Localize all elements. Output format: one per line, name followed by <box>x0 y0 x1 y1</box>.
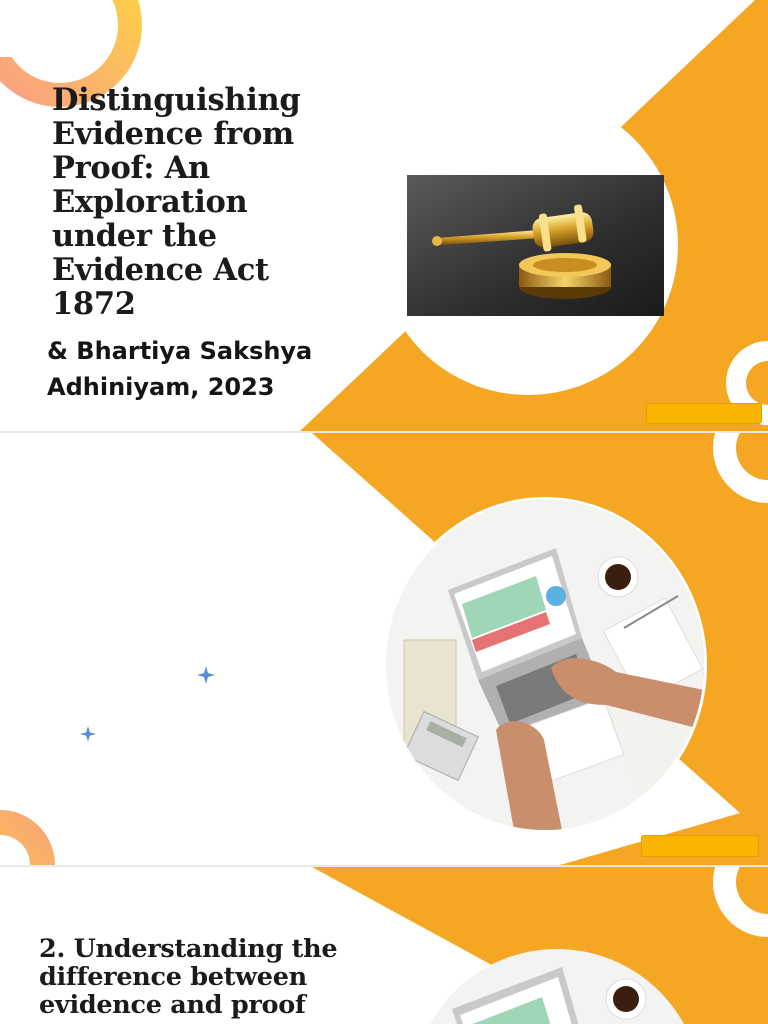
slide-subtitle: & Bhartiya Sakshya Adhiniyam, 2023 <box>47 337 313 401</box>
sparkle-icon <box>197 666 215 684</box>
slide-3 <box>0 867 768 1024</box>
slide-button[interactable] <box>641 835 759 857</box>
gavel-image <box>407 175 664 316</box>
slide-title: 2. Understanding the difference between evidence and proof <box>39 934 338 1020</box>
slide-2 <box>0 433 768 865</box>
workspace-laptop-image <box>386 500 704 830</box>
slide-1 <box>0 0 768 431</box>
slide-button[interactable] <box>646 403 762 424</box>
sparkle-icon <box>80 726 96 742</box>
slide-title: Distinguishing Evidence from Proof: An Exploration under the Evidence Act 1872 <box>52 82 301 322</box>
